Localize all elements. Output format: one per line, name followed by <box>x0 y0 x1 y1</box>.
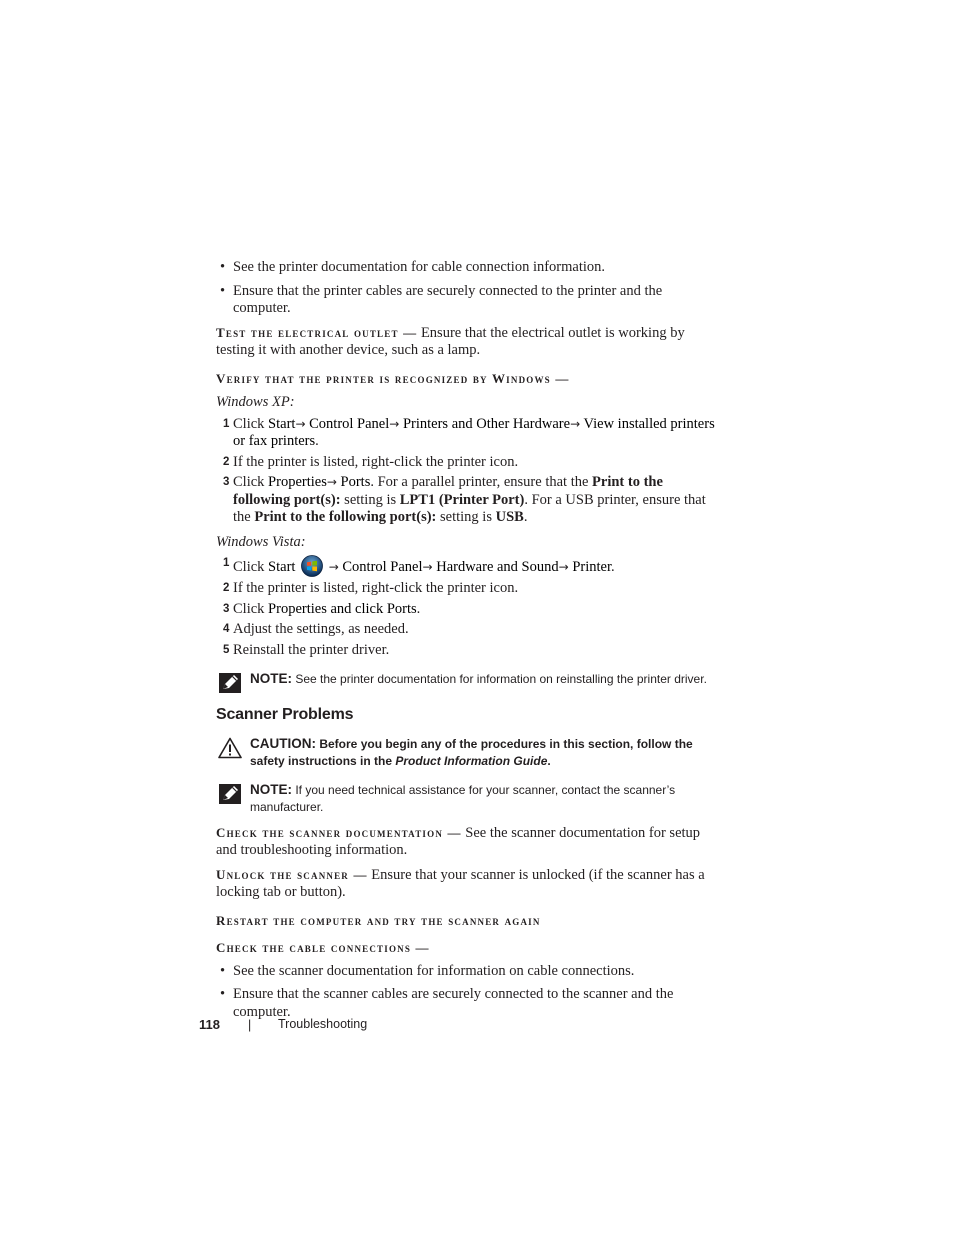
lpt1-label: LPT1 (Printer Port) <box>399 491 525 508</box>
step-text: Click <box>233 600 265 617</box>
test-outlet-paragraph <box>216 324 716 360</box>
arrow-icon: → <box>326 475 337 489</box>
check-doc-text: See the scanner documentation for setup and troubleshooting information. <box>216 824 701 858</box>
step-text: . For a parallel printer, ensure that the <box>370 474 589 490</box>
section-name: Troubleshooting <box>278 1017 368 1031</box>
start-menu-label: Start <box>268 559 296 575</box>
guide-title: Product Information Guide <box>395 753 548 768</box>
restart-heading: Restart the computer and try the scanner again <box>216 912 541 928</box>
page-footer <box>199 1016 368 1035</box>
printer-label: Printer <box>572 559 611 575</box>
arrow-icon: → <box>295 416 306 431</box>
step-number: 1 <box>223 557 230 569</box>
step-text: Click <box>233 415 265 432</box>
start-menu-label: Start <box>268 415 296 432</box>
step-number: 3 <box>223 602 230 615</box>
step-number: 2 <box>223 455 230 468</box>
cable-heading: Check the cable connections — <box>216 940 430 955</box>
arrow-icon: → <box>328 560 339 574</box>
unlock-paragraph <box>216 866 716 902</box>
test-outlet-text: Ensure that the electrical outlet is working by testing it with another device, such as a lamp. <box>216 324 685 358</box>
vista-step-5 <box>216 642 716 660</box>
properties-label: Properties <box>268 474 327 490</box>
properties-ports-label: Properties and click Ports <box>268 600 417 617</box>
check-doc-paragraph <box>216 824 716 860</box>
punctuation: . <box>523 509 528 525</box>
ports-label: Ports <box>340 474 371 490</box>
print-to-ports-label: Print to the following port(s): <box>233 474 663 508</box>
step-text: If the printer is listed, right-click the printer icon. <box>233 580 519 596</box>
view-installed-label: View installed printers or fax printers <box>233 415 715 449</box>
step-text: Adjust the settings, as needed. <box>233 621 409 637</box>
vista-step-4 <box>216 621 716 639</box>
printer-note <box>216 670 716 688</box>
list-item: • See the scanner documentation for information on cable connections. <box>216 963 716 981</box>
step-text: If the printer is listed, right-click the printer icon. <box>233 453 519 470</box>
step-text: . For a USB printer, ensure that the <box>233 491 706 525</box>
vista-step-3 <box>216 601 716 619</box>
xp-step-2 <box>216 454 716 472</box>
unlock-heading: Unlock the scanner — <box>216 866 368 882</box>
check-doc-heading: Check the scanner documentation — <box>216 824 462 840</box>
xp-step-1 <box>216 416 716 451</box>
arrow-icon: → <box>558 560 569 574</box>
step-text: Click <box>233 474 265 490</box>
usb-label: USB <box>495 509 524 525</box>
step-text: Reinstall the printer driver. <box>233 641 390 658</box>
note-pencil-icon <box>218 672 242 694</box>
arrow-icon: → <box>389 416 400 431</box>
note-label: NOTE: <box>250 781 292 797</box>
printers-hardware-label: Printers and Other Hardware <box>402 415 571 432</box>
caution-label: CAUTION: <box>250 735 316 751</box>
step-number: 5 <box>223 643 230 656</box>
step-text: setting is <box>344 491 397 508</box>
vista-step-1 <box>216 555 716 577</box>
scanner-caution <box>216 735 716 770</box>
scanner-note <box>216 781 716 816</box>
note-pencil-icon <box>218 783 242 805</box>
scanner-problems-heading: Scanner Problems <box>216 706 354 723</box>
step-number: 2 <box>223 582 230 594</box>
arrow-icon: → <box>570 416 581 431</box>
control-panel-label: Control Panel <box>342 559 423 575</box>
arrow-icon: → <box>422 560 433 574</box>
note-label: NOTE: <box>250 671 292 686</box>
unlock-text: Ensure that your scanner is unlocked (if the scanner has a locking tab or button). <box>216 866 705 900</box>
page-content <box>216 259 716 1027</box>
punctuation: . <box>611 559 615 575</box>
step-number: 4 <box>223 623 230 635</box>
punctuation: . <box>416 600 421 617</box>
punctuation: . <box>315 433 319 449</box>
note-text: See the printer documentation for information on reinstalling the printer driver. <box>295 672 707 686</box>
caution-triangle-icon <box>218 737 242 759</box>
step-number: 1 <box>223 417 230 430</box>
footer-separator: | <box>248 1018 252 1032</box>
test-outlet-heading: Test the electrical outlet — <box>216 324 418 340</box>
step-number: 3 <box>223 476 230 488</box>
list-item: • Ensure that the printer cables are securely connected to the printer and the computer. <box>216 283 716 318</box>
note-text: If you need technical assistance for your scanner, contact the scanner’s manufacturer. <box>250 782 676 814</box>
page-number: 118 <box>199 1017 220 1032</box>
step-text: Click <box>233 559 265 575</box>
xp-step-3 <box>216 474 716 527</box>
step-text: setting is <box>440 509 492 525</box>
hardware-sound-label: Hardware and Sound <box>436 559 559 575</box>
caution-text: Before you begin any of the procedures in this section, follow the safety instructions in the <box>250 736 693 768</box>
windows-xp-label: Windows XP: <box>216 394 295 410</box>
windows-start-icon <box>301 555 323 577</box>
verify-printer-heading: Verify that the printer is recognized by Windows — <box>216 370 570 386</box>
list-item: • See the printer documentation for cable connection information. <box>216 259 716 277</box>
vista-step-2 <box>216 580 716 598</box>
control-panel-label: Control Panel <box>309 415 390 432</box>
list-item: • Ensure that the scanner cables are securely connected to the scanner and the computer. <box>216 986 716 1021</box>
windows-vista-label: Windows Vista: <box>216 533 306 550</box>
punctuation: . <box>547 753 551 768</box>
print-to-ports-label: Print to the following port(s): <box>254 509 437 525</box>
